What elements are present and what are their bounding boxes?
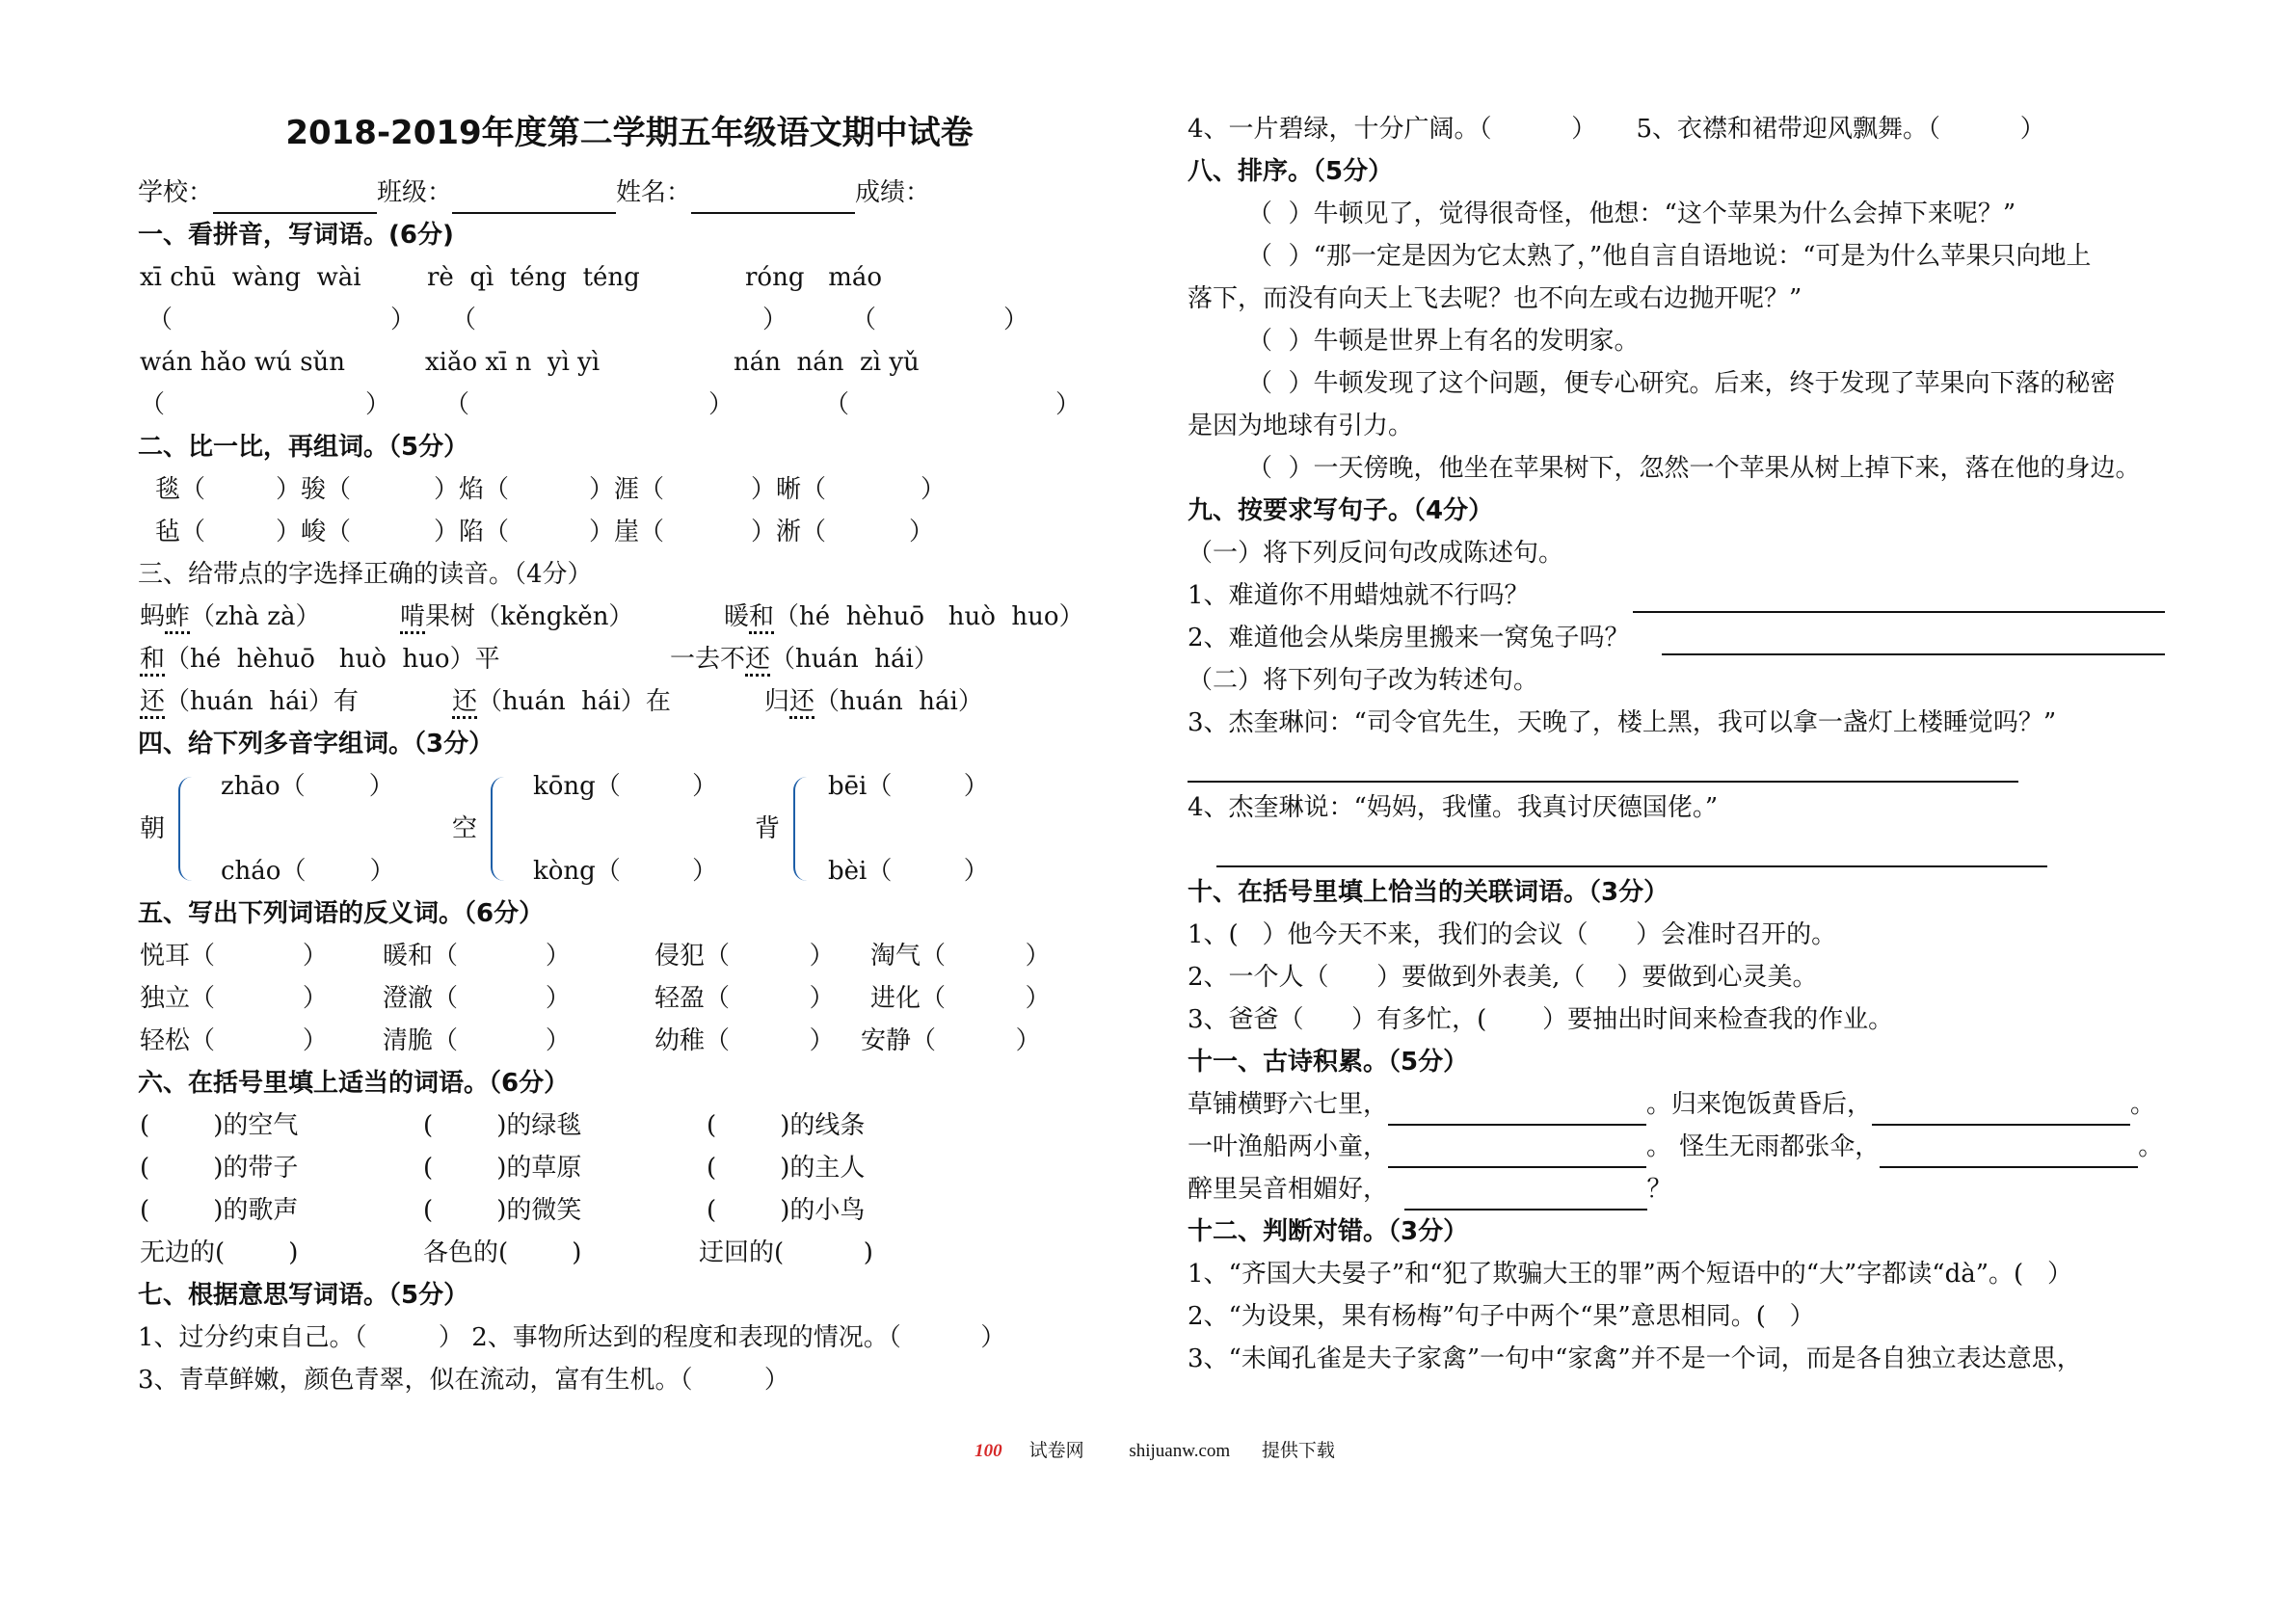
compare-item: ）峻（ [276,518,352,546]
fill-item: 无边的( ) [140,1238,299,1267]
antonym-row-2[interactable] [138,977,1121,1020]
pinyin-row-1 [138,256,1121,299]
name-label: 姓名： [616,178,692,207]
reading-char-dotted: 还 [140,687,165,719]
pinyin-item: wán hǎo wú sǔn [140,348,346,377]
paren-close: ） [762,306,788,334]
section-11-heading: 十一、古诗积累。（5分） [1188,1048,1469,1077]
school-blank[interactable] [213,183,377,214]
site-url[interactable]: shijuanw.com [1129,1441,1231,1461]
section-7-heading: 七、根据意思写词语。（5分） [138,1281,469,1310]
reading-char-dotted: 还 [789,687,814,719]
fill-row-4[interactable] [138,1232,1121,1274]
section-10-heading: 十、在括号里填上恰当的关联词语。（3分） [1188,878,1669,907]
fill-item: ( )的草原 [423,1154,582,1183]
antonym-item: 清脆（ ） [383,1026,571,1055]
conjunction-item[interactable]: 1、( ）他今天不来，我们的会议（ ）会准时召开的。 [1188,920,1837,949]
poem-line-3 [1188,1168,2171,1211]
compare-item: ）焰（ [434,475,510,504]
order-item[interactable]: （ ）牛顿发现了这个问题，便专心研究。后来，终于发现了苹果向下落的秘密 [1247,369,2116,398]
reading-row-2[interactable] [138,638,1121,680]
brace-icon [491,777,510,881]
antonym-item: 独立（ ） [140,984,328,1013]
section-6-heading: 六、在括号里填上适当的词语。（6分） [138,1069,570,1098]
poem-text: 。 怪生无雨都张伞， [1646,1132,1881,1161]
answer-row-1[interactable] [138,299,1121,341]
sub-instruction: （二）将下列句子改为转述句。 [1188,666,1539,695]
compare-item: ）涯（ [589,475,665,504]
reading-char: 一去不 [670,645,746,674]
compare-item: ） [921,475,947,504]
reading-row-3[interactable] [138,680,1121,723]
section-3-heading: 三、给带点的字选择正确的读音。（4分） [138,560,593,589]
section-8-heading: 八、排序。（5分） [1188,157,1394,186]
reading-char-dotted: 和 [749,602,774,634]
poem-text: ？ [1646,1175,1672,1204]
reading-options: （huán hái）有 [165,687,359,716]
school-label: 学校： [138,178,214,207]
pinyin-item: rè qì téng téng [427,263,640,292]
sentence-q2 [1188,617,2171,659]
poem-text: 草铺横野六七里， [1188,1090,1389,1119]
paren-open: （ [140,390,166,419]
fill-row-3[interactable] [138,1189,1121,1232]
student-info-line [138,172,1121,214]
order-item[interactable]: （ ）“那一定是因为它太熟了，”他自言自语地说：“可是为什么苹果只向地上 [1247,242,2092,271]
paren-open: （ [824,390,850,419]
poem-text: 醉里吴音相媚好， [1188,1175,1389,1204]
reading-options: （hé hèhuō huò huo） [774,602,1084,631]
site-logo[interactable] [961,1441,1098,1461]
compare-item: ）崖（ [589,518,665,546]
reading-char-dotted: 和 [140,645,165,677]
compare-item: ）晰（ [751,475,827,504]
paren-close: ） [708,390,734,419]
sentence-q1 [1188,574,2171,617]
paren-open: （ [147,306,174,334]
paren-close: ） [1055,390,1081,419]
reading-options: （zhà zà） [190,602,321,631]
paren-close: ） [390,306,416,334]
compare-item: ）陷（ [434,518,510,546]
polyphone-reading[interactable]: bēi（ ） [828,772,989,801]
judge-item: 3、“未闻孔雀是夫子家禽”一句中“家禽”并不是一个词，而是各自独立表达意思， [1188,1344,2082,1373]
order-item[interactable]: （ ）牛顿是世界上有名的发明家。 [1247,327,1640,356]
fill-item: ( )的空气 [140,1111,299,1140]
antonym-item: 进化（ ） [870,984,1051,1013]
reading-char-dotted: 蚱 [165,602,190,634]
paren-open: （ [851,306,877,334]
conjunction-item[interactable]: 3、爸爸（ ）有多忙，( ）要抽出时间来检查我的作业。 [1188,1005,1894,1034]
judge-item[interactable]: 2、“为设果，果有杨梅”句子中两个“果”意思相同。( ） [1188,1302,1815,1331]
poem-blank[interactable] [1404,1180,1647,1211]
compare-item: ） [909,518,935,546]
poem-text: 一叶渔船两小童， [1188,1132,1389,1161]
paren-close: ） [1003,306,1029,334]
reading-options: （huán hái） [814,687,983,716]
answer-line[interactable] [1633,582,2165,613]
order-item-cont: 落下，而没有向天上飞去呢？也不向左或右边抛开呢？” [1188,284,1802,313]
polyphone-char: 空 [452,814,478,843]
pinyin-item: xiǎo xī n yì yì [425,348,601,377]
meaning-line-3[interactable]: 4、一片碧绿，十分广阔。（ ） 5、衣襟和裙带迎风飘舞。（ ） [1188,115,2045,144]
paren-close: ） [365,390,391,419]
polyphone-char: 背 [755,814,781,843]
poem-line-2 [1188,1126,2171,1168]
reading-options: （huán hái） [770,645,939,674]
section-2-heading: 二、比一比，再组词。（5分） [138,433,469,462]
reading-char: 归 [764,687,790,716]
compare-row-2[interactable] [138,511,1121,553]
antonym-row-1[interactable] [138,935,1121,977]
poem-blank[interactable] [1872,1095,2130,1126]
reading-char: 暖 [724,602,750,631]
poem-blank[interactable] [1880,1137,2138,1168]
antonym-item: 澄澈（ ） [383,984,571,1013]
reading-options: （huán hái）在 [477,687,671,716]
antonym-item: 淘气（ ） [870,942,1051,971]
polyphone-block [138,765,1121,892]
meaning-line-1[interactable]: 1、过分约束自己。（ ） 2、事物所达到的程度和表现的情况。（ ） [138,1323,1006,1352]
logo-100-icon: 100 [974,1441,1002,1461]
poem-text: 。 [2130,1090,2156,1119]
order-item-cont: 是因为地球有引力。 [1188,412,1414,440]
antonym-item: 幼稚（ ） [654,1026,835,1055]
name-blank[interactable] [691,183,855,214]
answer-line-row [1188,829,2171,871]
polyphone-reading[interactable]: zhāo（ ） [221,772,394,801]
footer [0,1436,2296,1462]
polyphone-char: 朝 [140,814,166,843]
question-text: 4、杰奎琳说：“妈妈，我懂。我真讨厌德国佬。” [1188,793,1719,822]
fill-item: 各色的( ) [423,1238,582,1267]
judge-item[interactable]: 1、“齐国大夫晏子”和“犯了欺骗大王的罪”两个短语中的“大”字都读“dà”。( ） [1188,1260,2072,1289]
reading-char-dotted: 还 [452,687,477,719]
answer-row-2[interactable] [138,384,1121,426]
left-column [138,104,1121,1401]
section-5-heading: 五、写出下列词语的反义词。（6分） [138,899,545,928]
fill-item: ( )的微笑 [423,1196,582,1225]
question-text: 1、难道你不用蜡烛就不行吗？ [1188,581,1530,610]
page-title: 2018-2019年度第二学期五年级语文期中试卷 [285,114,974,152]
antonym-item: 安静（ ） [861,1026,1041,1055]
fill-item: 迂回的( ) [699,1238,873,1267]
antonym-item: 轻松（ ） [140,1026,328,1055]
answer-line[interactable] [1188,752,2018,783]
section-4-heading: 四、给下列多音字组词。（3分） [138,730,494,758]
pinyin-item: nán nán zì yǔ [734,348,920,377]
fill-item: ( )的小鸟 [707,1196,866,1225]
poem-blank[interactable] [1388,1095,1646,1126]
fill-item: ( )的线条 [707,1111,866,1140]
polyphone-reading[interactable]: kòng（ ） [533,857,718,886]
compare-item: 毯（ [155,475,206,504]
sub-instruction: （一）将下列反问句改成陈述句。 [1188,539,1564,568]
reading-char-dotted: 还 [745,645,770,677]
brace-icon [178,777,198,881]
antonym-item: 暖和（ ） [383,942,571,971]
paren-open: （ [451,306,477,334]
compare-row-1[interactable] [138,468,1121,511]
class-label: 班级： [377,178,453,207]
antonym-item: 侵犯（ ） [654,942,835,971]
polyphone-reading[interactable]: kōng（ ） [533,772,718,801]
reading-options: （hé hèhuō huò huo）平 [165,645,500,674]
reading-options: 果树（kěngkěn） [425,602,634,631]
answer-line[interactable] [1662,625,2165,655]
poem-line-1 [1188,1083,2171,1126]
answer-line[interactable] [1216,837,2047,867]
pinyin-row-2 [138,341,1121,384]
brace-icon [793,777,813,881]
antonym-item: 轻盈（ ） [654,984,835,1013]
compare-item: 毡（ [155,518,206,546]
answer-line-row [1188,744,2171,786]
poem-blank[interactable] [1388,1137,1646,1168]
antonym-item: 悦耳（ ） [140,942,328,971]
polyphone-reading[interactable]: cháo（ ） [221,857,395,886]
paren-open: （ [444,390,470,419]
meaning-line-2[interactable]: 3、青草鲜嫩，颜色青翠，似在流动，富有生机。（ ） [138,1366,789,1395]
fill-item: ( )的绿毯 [423,1111,582,1140]
order-item[interactable]: （ ）一天傍晚，他坐在苹果树下，忽然一个苹果从树上掉下来，落在他的身边。 [1247,454,2141,483]
site-name: 试卷网 [1028,1441,1084,1461]
poem-text: 。归来饱饭黄昏后， [1646,1090,1873,1119]
fill-item: ( )的主人 [707,1154,866,1183]
antonym-row-3[interactable] [138,1020,1121,1062]
question-text: 2、难道他会从柴房里搬来一窝兔子吗？ [1188,624,1630,652]
section-12-heading: 十二、判断对错。（3分） [1188,1217,1469,1246]
fill-item: ( )的带子 [140,1154,299,1183]
poem-text: 。 [2138,1132,2164,1161]
order-item[interactable]: （ ）牛顿见了，觉得很奇怪，他想：“这个苹果为什么会掉下来呢？” [1247,200,2016,228]
compare-item: ）骏（ [276,475,352,504]
score-label: 成绩： [855,178,931,207]
question-text: 3、杰奎琳问：“司令官先生，天晚了，楼上黑，我可以拿一盏灯上楼睡觉吗？” [1188,708,2057,737]
section-1-heading: 一、看拼音，写词语。(6分) [138,221,454,250]
pinyin-item: xī chū wàng wài [140,263,361,292]
polyphone-reading[interactable]: bèi（ ） [828,857,989,886]
fill-item: ( )的歌声 [140,1196,299,1225]
fill-row-2[interactable] [138,1147,1121,1189]
class-blank[interactable] [452,183,616,214]
reading-char: 蚂 [140,602,166,631]
reading-char-dotted: 啃 [400,602,425,634]
compare-item: ）淅（ [751,518,827,546]
reading-row-1[interactable] [138,596,1121,638]
section-9-heading: 九、按要求写句子。（4分） [1188,496,1494,525]
pinyin-item: róng máo [745,263,883,292]
fill-row-1[interactable] [138,1104,1121,1147]
right-column [1188,108,2171,1380]
conjunction-item[interactable]: 2、一个人（ ）要做到外表美,（ ）要做到心灵美。 [1188,963,1818,992]
footer-note: 提供下载 [1261,1441,1335,1461]
